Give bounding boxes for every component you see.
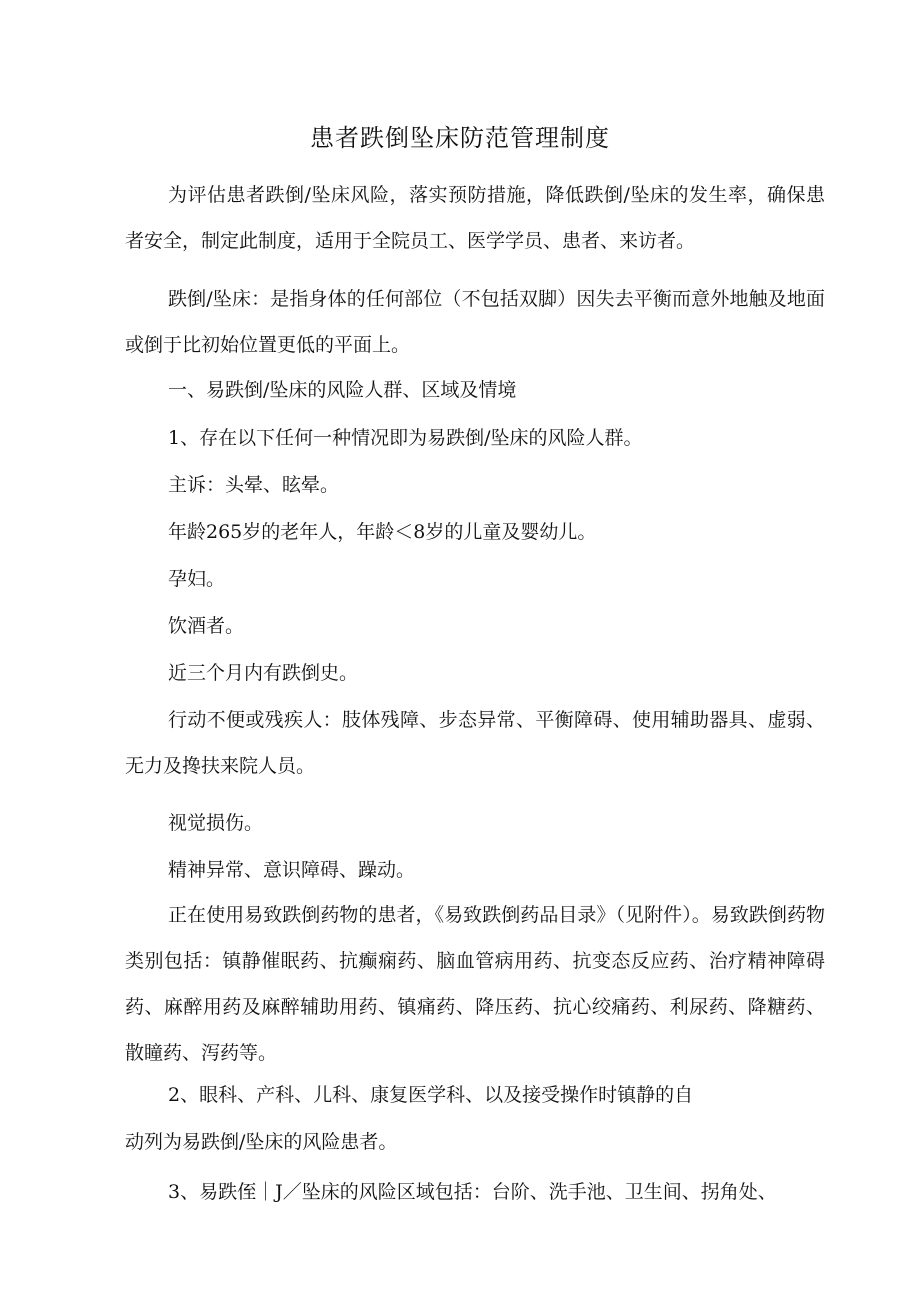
- drug-paragraph: 正在使用易致跌倒药物的患者，《易致跌倒药品目录》（见附件）。易致跌倒药物类别包括：镇静催眠药、抗癫痫药、脑血管病用药、抗变态反应药、治疗精神障碍药、麻醉用药及麻醉辅助用药、镇痛药、降压药、抗心绞痛药、利尿药、降糖药、散瞳药、泻药等。: [125, 904, 825, 1064]
- risk-item-mental: 精神异常、意识障碍、躁动。: [168, 859, 416, 881]
- section-heading: 一、易跌倒/坠床的风险人群、区域及情境: [168, 379, 517, 401]
- risk-item-vision: 视觉损伤。: [168, 812, 264, 834]
- item-2-line-1: 2、眼科、产科、儿科、康复医学科、以及接受操作时镇静的自: [168, 1084, 694, 1106]
- definition-paragraph: 跌倒/坠床：是指身体的任何部位（不包括双脚）因失去平衡而意外地触及地面或倒于比初始位置更低的平面上。: [125, 288, 825, 356]
- mobility-paragraph: 行动不便或残疾人：肢体残障、步态异常、平衡障碍、使用辅助器具、虚弱、无力及搀扶来院人员。: [125, 709, 825, 777]
- document-title: 患者跌倒坠床防范管理制度: [310, 124, 610, 152]
- risk-item-pregnant: 孕妇。: [168, 568, 226, 590]
- item-3: 3、易跌侄｜J／坠床的风险区域包括：台阶、洗手池、卫生间、拐角处、: [168, 1181, 777, 1203]
- risk-item-alcohol: 饮酒者。: [168, 615, 245, 637]
- intro-paragraph: 为评估患者跌倒/坠床风险，落实预防措施，降低跌倒/坠床的发生率，确保患者安全，制定此制度，适用于全院员工、医学学员、患者、来访者。: [125, 184, 825, 252]
- item-2-line-2: 动列为易跌倒/坠床的风险患者。: [125, 1131, 398, 1153]
- risk-item-fall-history: 近三个月内有跌倒史。: [168, 662, 359, 684]
- risk-item-age: 年龄265岁的老年人，年龄＜8岁的儿童及婴幼儿。: [168, 521, 597, 543]
- risk-item-dizziness: 主诉：头晕、眩晕。: [168, 474, 340, 496]
- item-1: 1、存在以下任何一种情况即为易跌倒/坠床的风险人群。: [168, 427, 643, 449]
